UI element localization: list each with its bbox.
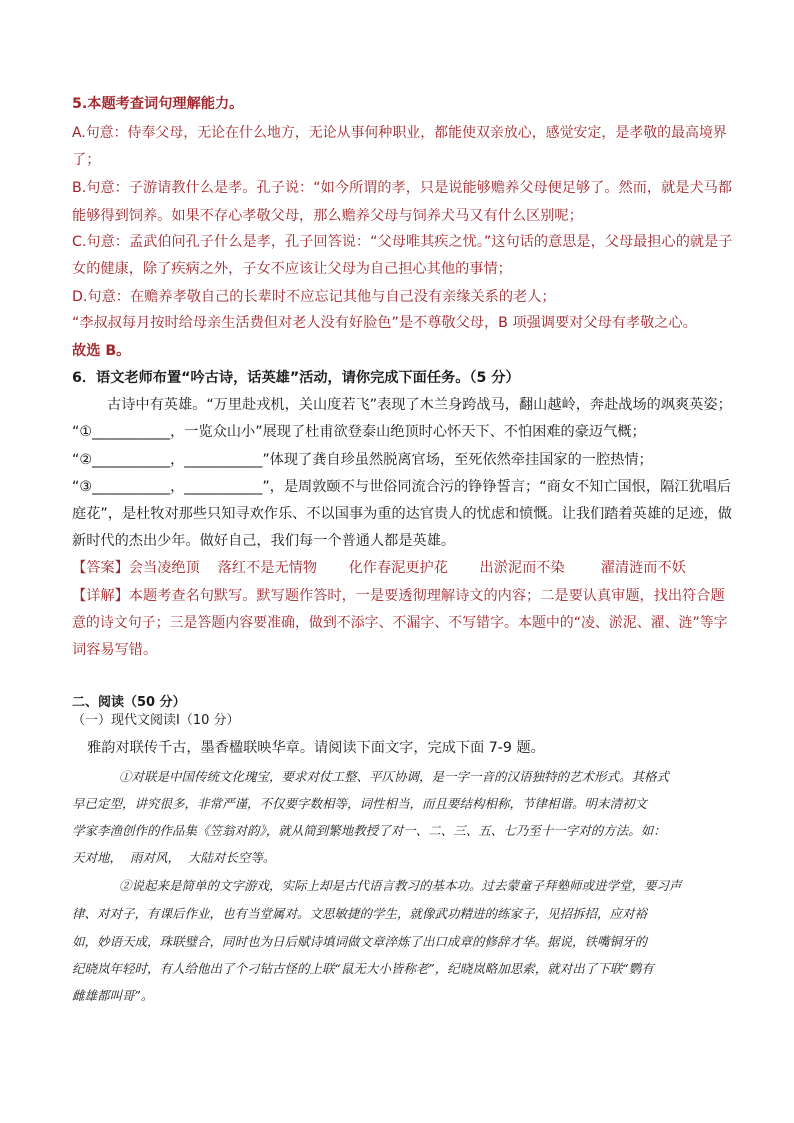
q5-analysis-title: 5.本题考查词句理解能力。 (72, 96, 244, 112)
q6-detail-line-3: 词容易写错。 (72, 642, 158, 658)
q6-para-line-5: 庭花”，是杜牧对那些只知寻欢作乐、不以国事为重的达官贵人的忧虑和愤慨。让我们踏着英雄的足迹，做 (72, 506, 732, 522)
q6-blank-1-line: “①___________，一览众山小”展现了杜甫欲登泰山绝顶时心怀天下、不怕困难的豪迈气概； (72, 424, 646, 440)
passage-para-2-line-4: 纪晓岚年轻时，有人给他出了个刁钻古怪的上联“鼠无大小皆称老”，纪晓岚略加思索，就对出了下联“鹦有 (72, 961, 654, 976)
option-c-line-1: C.句意：孟武伯问孔子什么是孝，孔子回答说：“父母唯其疾之忧。”这句话的意思是，父母最担心的就是子 (72, 234, 733, 250)
q6-blank-2-line: “②___________，___________”体现了龚自珍虽然脱离官场，至死依然牵挂国家的一腔热情； (72, 452, 653, 468)
q6-detail-line-1 (72, 586, 725, 606)
answer-choice: 故选 B。 (72, 343, 131, 359)
reading-subsection-title: （一）现代文阅读Ⅰ（10 分） (72, 713, 240, 728)
detail-tag: 【详解】 (72, 588, 129, 604)
passage-para-2-line-1: ②说起来是简单的文字游戏，实际上却是古代语言教习的基本功。过去蒙童子拜塾师或进学堂，要习声 (119, 878, 682, 893)
q6-detail-line-2: 意的诗文句子；三是答题内容要准确，做到不添字、不漏字、不写错字。本题中的“凌、淤泥、濯、涟”等字 (72, 615, 728, 631)
q6-para-line-6: 新时代的杰出少年。做好自己，我们每一个普通人都是英雄。 (72, 533, 456, 549)
q6-title: 6．语文老师布置“吟古诗，话英雄”活动，请你完成下面任务。（5 分） (72, 370, 520, 386)
option-b-line-2: 能够得到饲养。如果不存心孝敬父母，那么赡养父母与饲养犬马又有什么区别呢； (72, 208, 583, 224)
passage-para-1-line-1: ①对联是中国传统文化瑰宝，要求对仗工整、平仄协调，是一字一音的汉语独特的艺术形式。其格式 (119, 769, 670, 784)
reading-section-title: 二、阅读（50 分） (72, 695, 186, 710)
passage-para-2-line-2: 律、对对子，有课后作业，也有当堂属对。文思敏捷的学生，就像武功精进的练家子，见招拆招，应对裕 (72, 906, 648, 921)
option-a-line-2: 了； (72, 152, 101, 168)
answer-tag: 【答案】 (72, 560, 129, 576)
q6-blank-3-line: “③___________，___________”，是周敦颐不与世俗同流合污的铮铮誓言；“商女不知亡国恨，隔江犹唱后 (72, 479, 732, 495)
passage-para-2-line-5: 雌雄都叫哥”。 (72, 988, 154, 1003)
q6-para-line-1: 古诗中有英雄。“万里赴戎机，关山度若飞”表现了木兰身跨战马，翻山越岭，奔赴战场的飒爽英姿； (107, 397, 732, 413)
option-a-line-1: A.句意：侍奉父母，无论在什么地方，无论从事何种职业，都能使双亲放心，感觉安定，是孝敬的最高境界 (72, 125, 727, 141)
answer-text: 会当凌绝顶 落红不是无情物 化作春泥更护花 出淤泥而不染 濯清涟而不妖 (128, 560, 686, 576)
option-c-line-2: 女的健康，除了疾病之外，子女不应该让父母为自己担心其他的事情； (72, 261, 512, 277)
passage-para-1-line-4: 天对地， 雨对风， 大陆对长空等。 (72, 850, 276, 865)
option-d-line: D.句意：在赡养孝敬自己的长辈时不应忘记其他与自己没有亲缘关系的老人； (72, 289, 556, 305)
conclusion-note: “李叔叔每月按时给母亲生活费但对老人没有好脸色”是不尊敬父母，B 项强调要对父母有孝敬之心。 (72, 315, 697, 331)
q6-answer (72, 558, 686, 578)
passage-para-1-line-3: 学家李渔创作的作品集《笠翁对韵》，就从简到繁地教授了对一、二、三、五、七乃至十一字对的方法。如： (72, 823, 666, 838)
option-b-line-1: B.句意：子游请教什么是孝。孔子说：“如今所谓的孝，只是说能够赡养父母便足够了。然而，就是犬马都 (72, 180, 733, 196)
passage-para-1-line-2: 早已定型，讲究很多，非常严谨，不仅要字数相等，词性相当，而且要结构相称，节律相谐。明末清初文 (72, 796, 648, 811)
detail-text-1: 本题考查名句默写。默写题作答时，一是要透彻理解诗文的内容；二是要认真审题，找出符合题 (128, 588, 725, 604)
passage-para-2-line-3: 如，妙语天成，珠联璧合，同时也为日后赋诗填词做文章淬炼了出口成章的修辞才华。据说，铁嘴铜牙的 (72, 934, 648, 949)
reading-intro: 雅韵对联传千古，墨香楹联映华章。请阅读下面文字，完成下面 7-9 题。 (87, 740, 545, 756)
